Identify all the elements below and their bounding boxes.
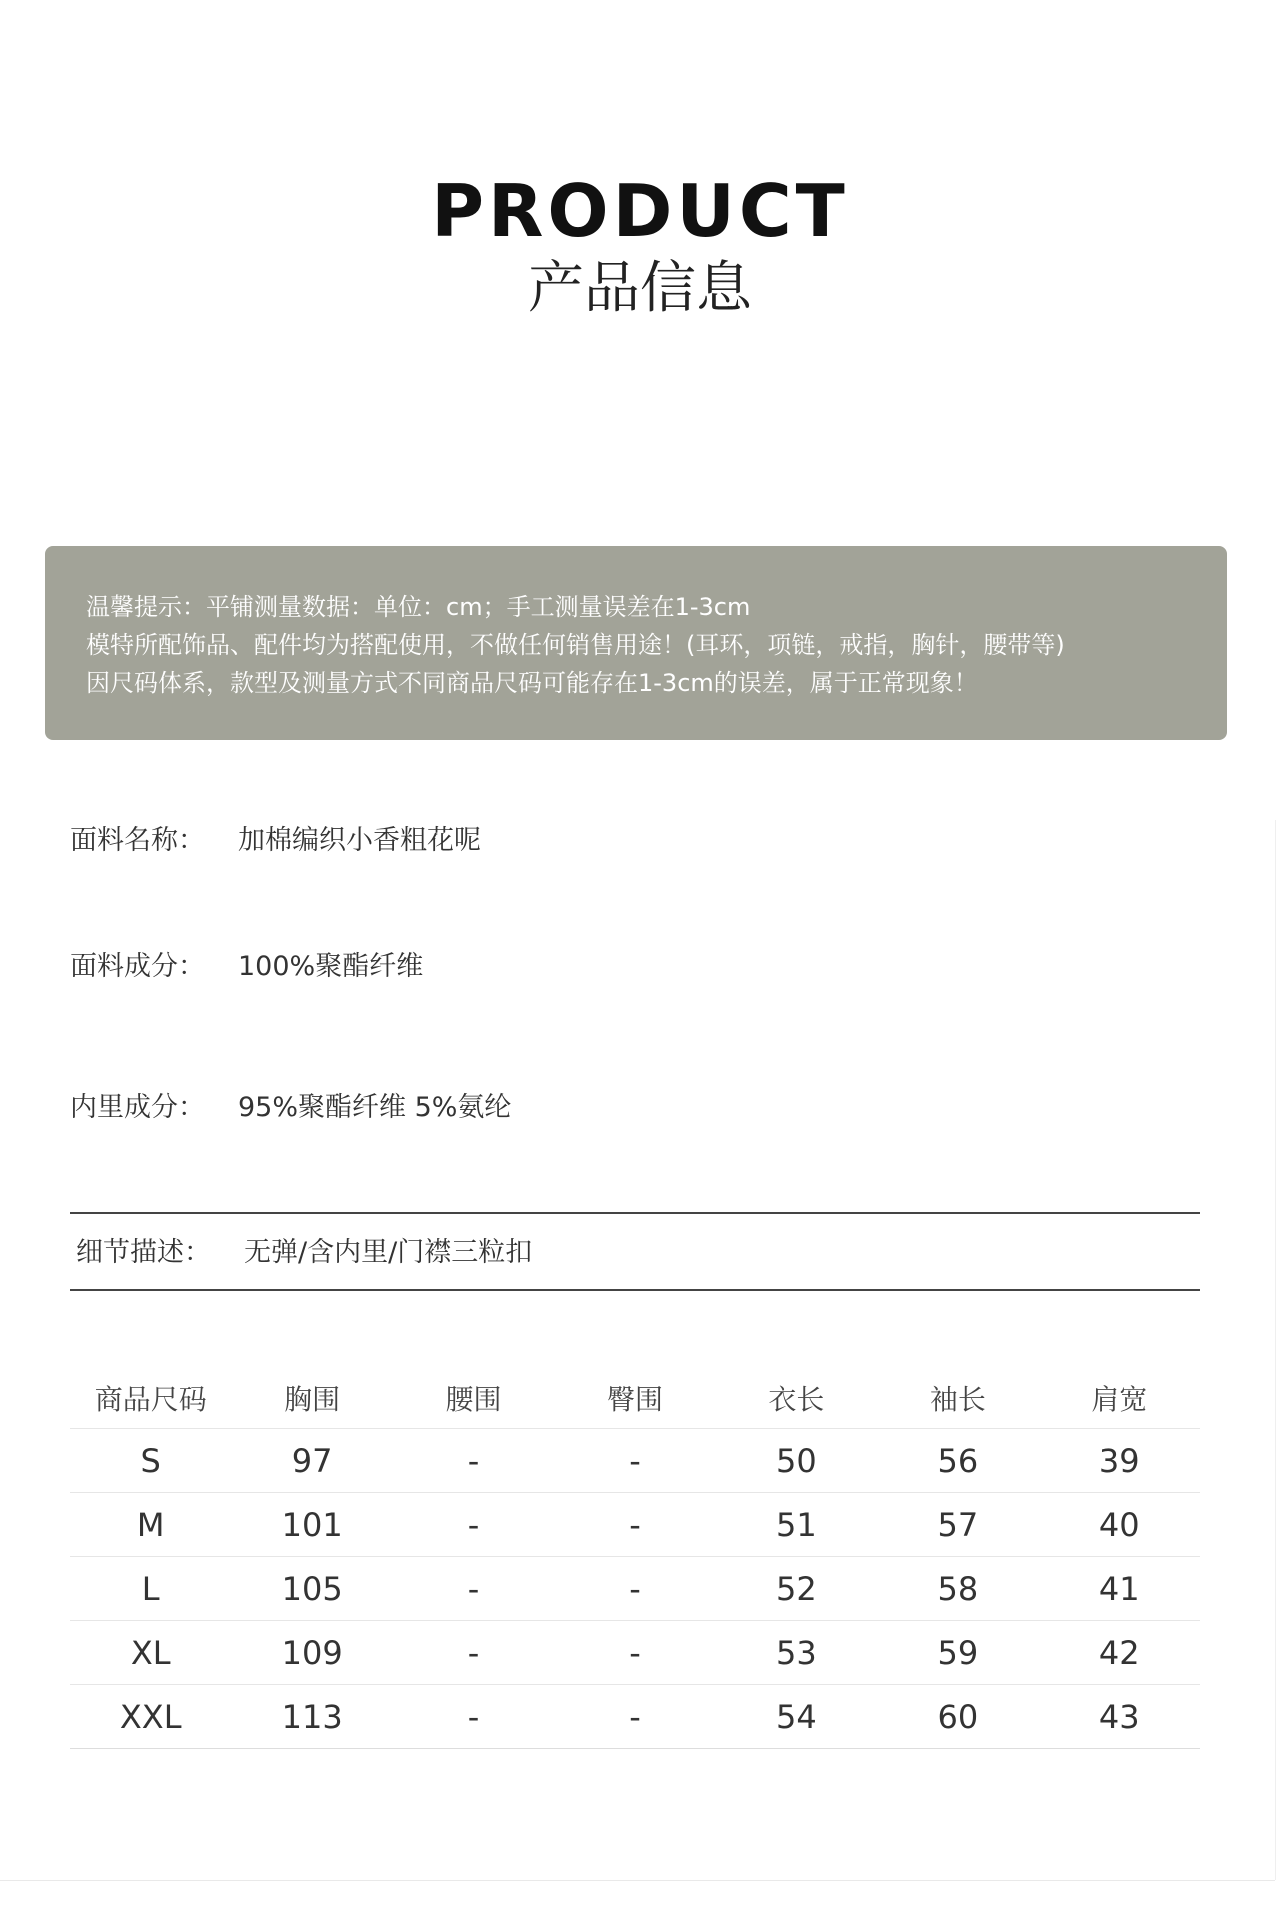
shoulder-cell: 41 bbox=[1039, 1557, 1200, 1621]
chest-cell: 113 bbox=[231, 1685, 392, 1749]
fabric-name-row bbox=[70, 818, 1200, 857]
hip-cell: - bbox=[554, 1685, 715, 1749]
notice-line-measurement: 温馨提示：平铺测量数据：单位：cm；手工测量误差在1-3cm bbox=[86, 593, 751, 621]
header-sleeve: 袖长 bbox=[877, 1368, 1038, 1429]
waist-cell: - bbox=[393, 1493, 554, 1557]
header-length: 衣长 bbox=[716, 1368, 877, 1429]
fabric-composition-value: 100%聚酯纤维 bbox=[238, 951, 424, 982]
size-cell: M bbox=[70, 1493, 231, 1557]
size-table-header-row bbox=[70, 1368, 1200, 1429]
waist-cell: - bbox=[393, 1429, 554, 1493]
hip-cell: - bbox=[554, 1557, 715, 1621]
detail-top-divider bbox=[70, 1212, 1200, 1214]
title-cn: 产品信息 bbox=[528, 256, 752, 322]
size-cell: L bbox=[70, 1557, 231, 1621]
chest-cell: 101 bbox=[231, 1493, 392, 1557]
length-cell: 52 bbox=[716, 1557, 877, 1621]
detail-label: 细节描述： bbox=[76, 1237, 211, 1268]
right-edge-divider bbox=[1275, 820, 1276, 1880]
waist-cell: - bbox=[393, 1621, 554, 1685]
length-cell: 53 bbox=[716, 1621, 877, 1685]
shoulder-cell: 42 bbox=[1039, 1621, 1200, 1685]
chest-cell: 97 bbox=[231, 1429, 392, 1493]
sleeve-cell: 57 bbox=[877, 1493, 1038, 1557]
size-table bbox=[70, 1368, 1200, 1749]
size-cell: S bbox=[70, 1429, 231, 1493]
hip-cell: - bbox=[554, 1493, 715, 1557]
length-cell: 51 bbox=[716, 1493, 877, 1557]
size-cell: XL bbox=[70, 1621, 231, 1685]
length-cell: 54 bbox=[716, 1685, 877, 1749]
detail-bottom-divider bbox=[70, 1289, 1200, 1291]
table-row bbox=[70, 1685, 1200, 1749]
header-size: 商品尺码 bbox=[70, 1368, 231, 1429]
table-row bbox=[70, 1429, 1200, 1493]
shoulder-cell: 39 bbox=[1039, 1429, 1200, 1493]
lining-composition-value: 95%聚酯纤维 5%氨纶 bbox=[238, 1092, 512, 1123]
table-row bbox=[70, 1621, 1200, 1685]
chest-cell: 105 bbox=[231, 1557, 392, 1621]
sleeve-cell: 58 bbox=[877, 1557, 1038, 1621]
shoulder-cell: 43 bbox=[1039, 1685, 1200, 1749]
waist-cell: - bbox=[393, 1557, 554, 1621]
fabric-composition-row bbox=[70, 944, 1200, 983]
size-cell: XXL bbox=[70, 1685, 231, 1749]
detail-value: 无弹/含内里/门襟三粒扣 bbox=[244, 1237, 533, 1268]
lining-composition-label: 内里成分： bbox=[70, 1092, 205, 1123]
title-en: PRODUCT bbox=[431, 169, 849, 253]
notice-box bbox=[45, 546, 1227, 740]
notice-line-size-error: 因尺码体系，款型及测量方式不同商品尺码可能存在1-3cm的误差，属于正常现象！ bbox=[86, 669, 978, 697]
fabric-name-value: 加棉编织小香粗花呢 bbox=[238, 825, 481, 856]
shoulder-cell: 40 bbox=[1039, 1493, 1200, 1557]
sleeve-cell: 56 bbox=[877, 1429, 1038, 1493]
sleeve-cell: 59 bbox=[877, 1621, 1038, 1685]
notice-line-accessories: 模特所配饰品、配件均为搭配使用，不做任何销售用途！(耳环，项链，戒指，胸针，腰带等) bbox=[86, 631, 1065, 659]
waist-cell: - bbox=[393, 1685, 554, 1749]
fabric-composition-label: 面料成分： bbox=[70, 951, 205, 982]
header-waist: 腰围 bbox=[393, 1368, 554, 1429]
sleeve-cell: 60 bbox=[877, 1685, 1038, 1749]
table-row bbox=[70, 1493, 1200, 1557]
table-row bbox=[70, 1557, 1200, 1621]
fabric-name-label: 面料名称： bbox=[70, 825, 205, 856]
chest-cell: 109 bbox=[231, 1621, 392, 1685]
lining-composition-row bbox=[70, 1085, 1200, 1124]
hip-cell: - bbox=[554, 1621, 715, 1685]
hip-cell: - bbox=[554, 1429, 715, 1493]
length-cell: 50 bbox=[716, 1429, 877, 1493]
header bbox=[0, 169, 1280, 322]
detail-row bbox=[76, 1230, 1206, 1269]
header-chest: 胸围 bbox=[231, 1368, 392, 1429]
bottom-divider bbox=[0, 1880, 1275, 1881]
header-shoulder: 肩宽 bbox=[1039, 1368, 1200, 1429]
header-hip: 臀围 bbox=[554, 1368, 715, 1429]
